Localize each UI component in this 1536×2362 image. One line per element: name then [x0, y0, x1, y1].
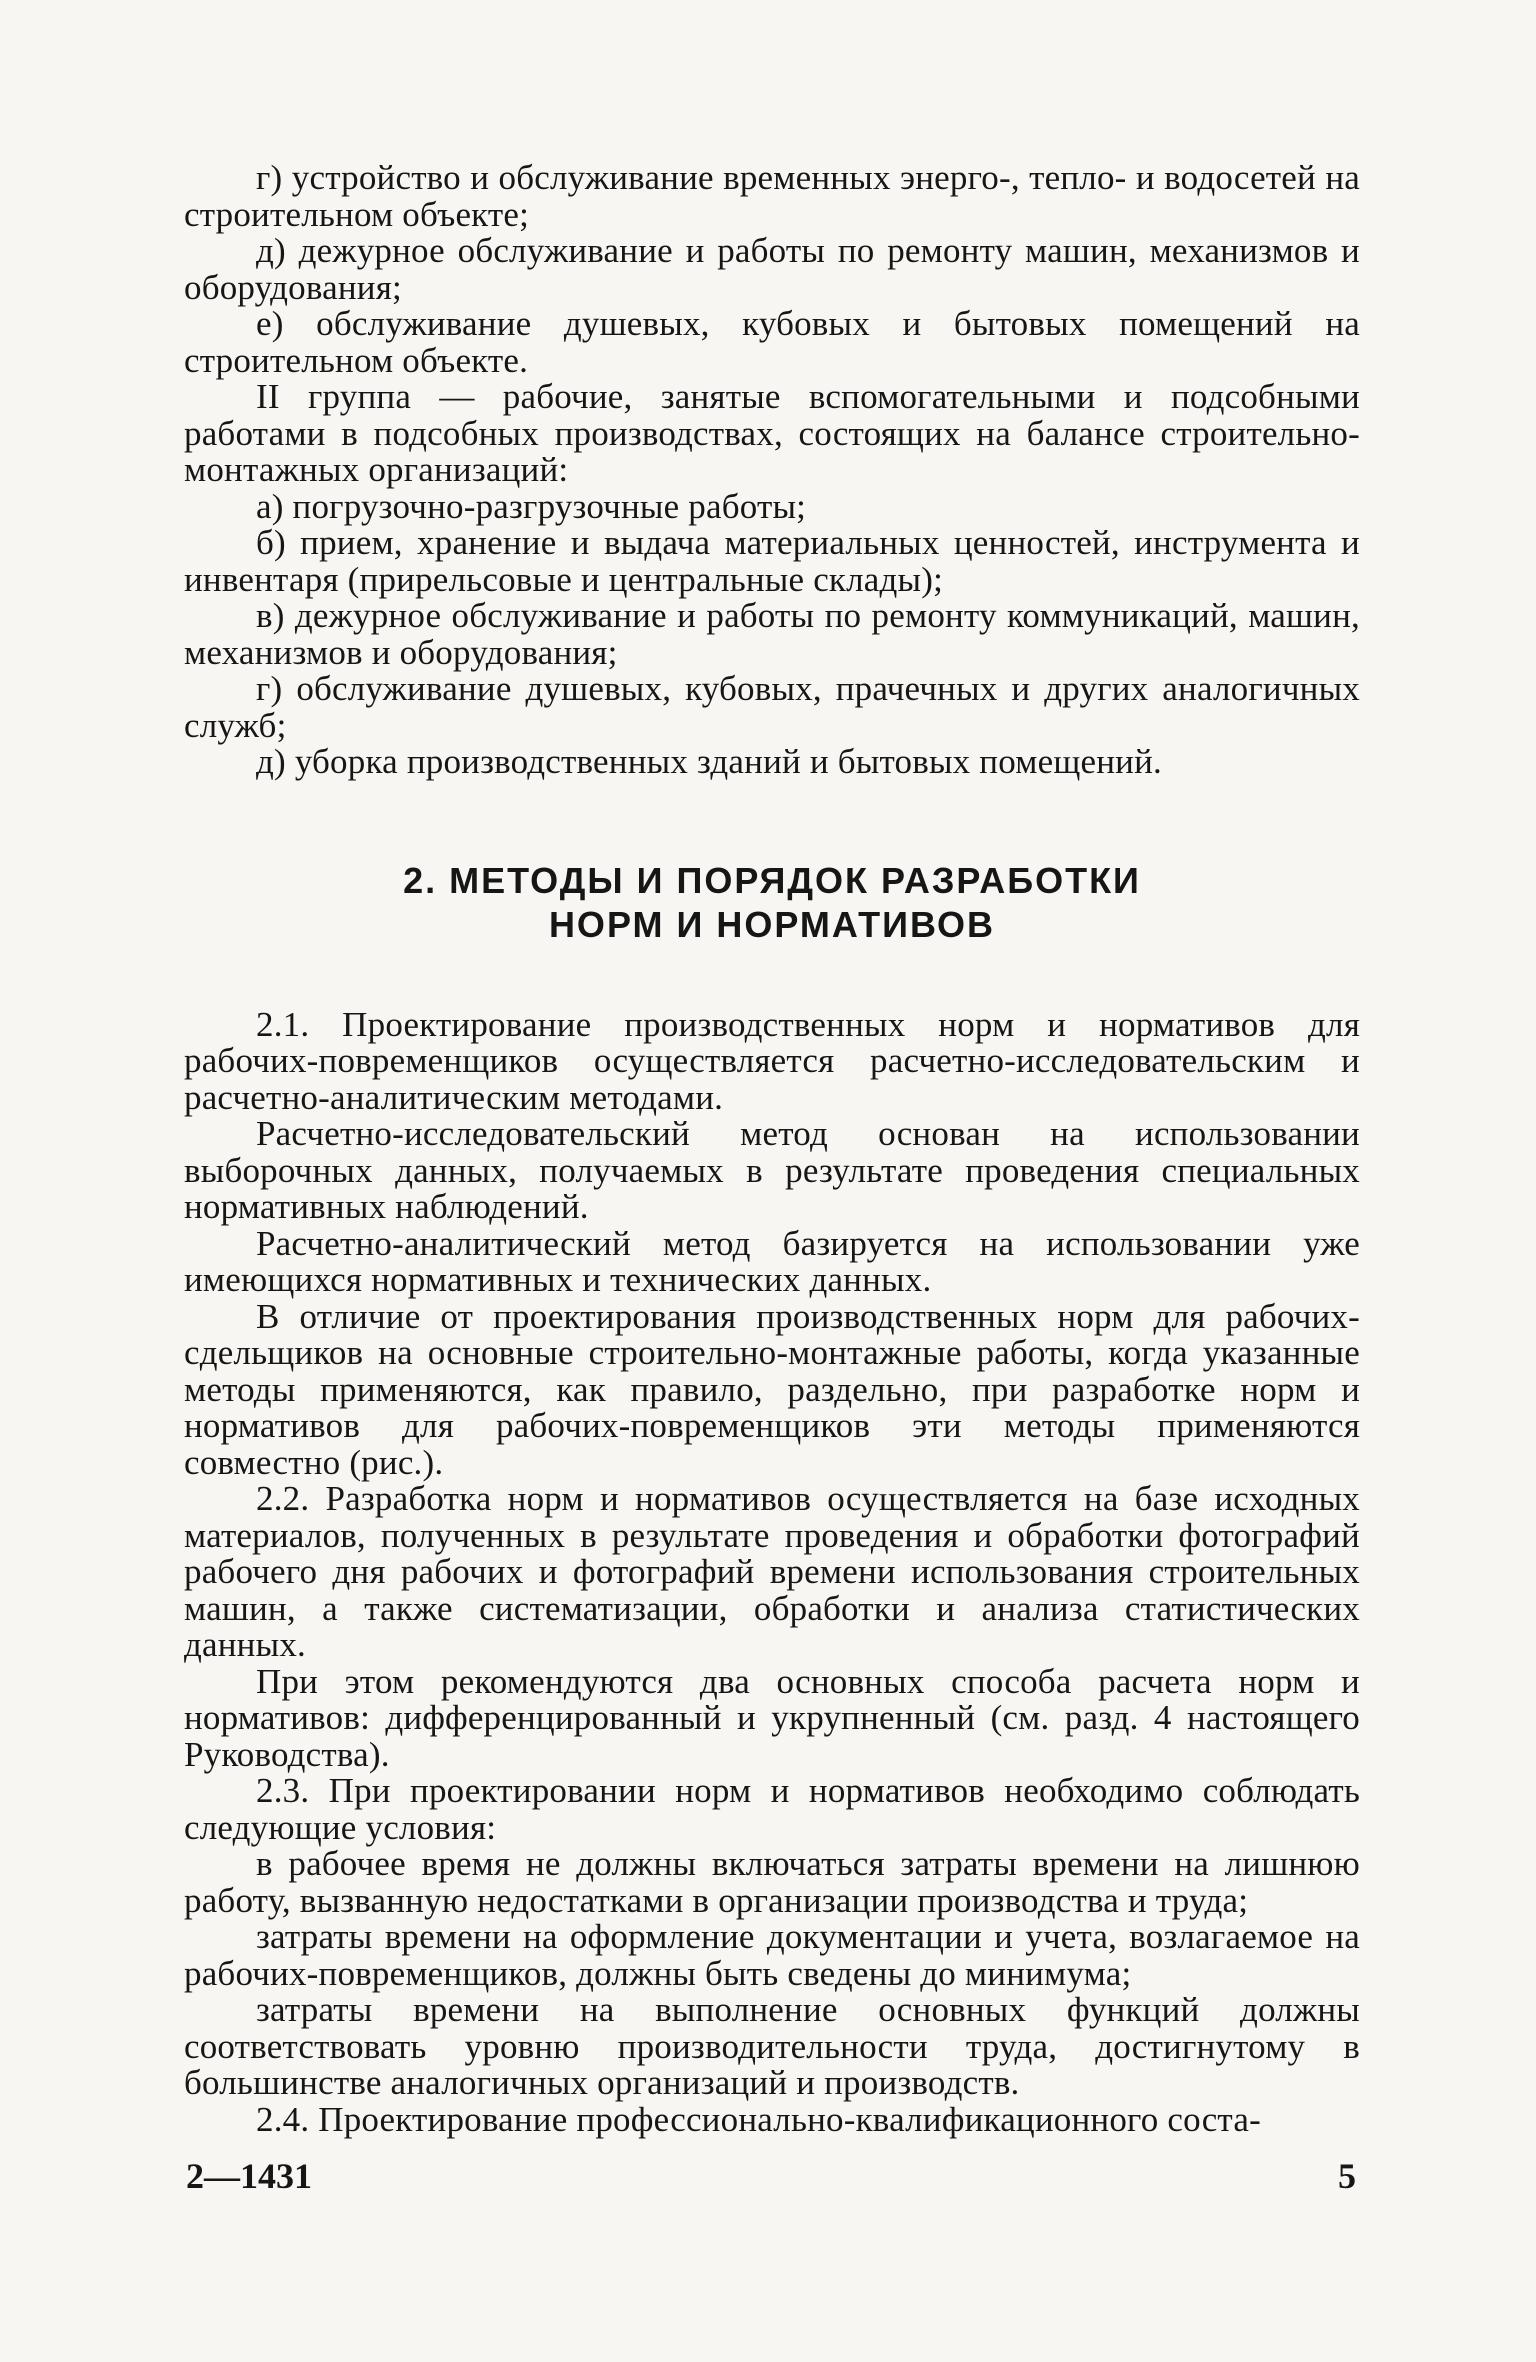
- paragraph: Расчетно-аналитический метод базируется на использовании уже имеющихся нормативных и технических данных.: [184, 1223, 1360, 1299]
- paragraph: д) уборка производственных зданий и бытовых помещений.: [256, 742, 1162, 781]
- paragraph: г) устройство и обслуживание временных энерго-, тепло- и водосетей на строительном объекте;: [184, 158, 1360, 234]
- printing-signature: 2—1431: [186, 2156, 312, 2196]
- paragraph: г) обслуживание душевых, кубовых, прачечных и других аналогичных служб;: [184, 669, 1360, 745]
- page-number: 5: [1338, 2156, 1356, 2196]
- paragraph: е) обслуживание душевых, кубовых и бытовых помещений на строительном объекте.: [184, 304, 1360, 380]
- paragraph: 2.4. Проектирование профессионально-квалификационного соста-: [256, 2099, 1261, 2139]
- paragraph: затраты времени на оформление документации и учета, возлагаемое на рабочих-повременщиков, должны быть сведены до минимума;: [184, 1917, 1360, 1993]
- paragraph: При этом рекомендуются два основных способа расчета норм и нормативов: дифференцированный и укрупненный (см. разд. 4 настоящего Руководства).: [184, 1661, 1360, 1774]
- paragraph: II группа — рабочие, занятые вспомогательными и подсобными работами в подсобных производствах, состоящих на балансе строительно-монтажных организаций:: [184, 377, 1360, 489]
- section-heading: [184, 859, 1360, 947]
- paragraph: в рабочее время не должны включаться затраты времени на лишнюю работу, вызванную недостатками в организации производства и труда;: [184, 1844, 1360, 1920]
- work-types-list: [184, 160, 1360, 781]
- section-heading-line: 2. МЕТОДЫ И ПОРЯДОК РАЗРАБОТКИ: [403, 859, 1141, 901]
- paragraph: Расчетно-исследовательский метод основан на использовании выборочных данных, получаемых в результате проведения специальных нормативных наблюдений.: [184, 1114, 1360, 1226]
- paragraph: д) дежурное обслуживание и работы по ремонту машин, механизмов и оборудования;: [184, 231, 1360, 307]
- paragraph: 2.1. Проектирование производственных норм и нормативов для рабочих-повременщиков осуществляется расчетно-исследовательским и расчетно-аналитическим методами.: [184, 1004, 1360, 1117]
- paragraph: затраты времени на выполнение основных функций должны соответствовать уровню производительности труда, достигнутому в большинстве аналогичных организаций и производств.: [184, 1990, 1360, 2102]
- paragraph: В отличие от проектирования производственных норм для рабочих-сдельщиков на основные строительно-монтажные работы, когда указанные методы применяются, как правило, раздельно, при разработке норм и нормативов для рабочих-повременщиков эти методы применяются совместно (рис.).: [184, 1296, 1360, 1482]
- section-heading-line: НОРМ И НОРМАТИВОВ: [548, 903, 996, 945]
- paragraph: 2.2. Разработка норм и нормативов осуществляется на базе исходных материалов, полученных в результате проведения и обработки фотографий рабочего дня рабочих и фотографий времени использования строительных машин, а также систематизации, обработки и анализа статистических данных.: [184, 1479, 1360, 1664]
- page-footer: [186, 2155, 1362, 2199]
- section-body: [184, 1004, 1360, 2139]
- paragraph: а) погрузочно-разгрузочные работы;: [256, 486, 807, 526]
- paragraph: б) прием, хранение и выдача материальных ценностей, инструмента и инвентаря (прирельсовые и центральные склады);: [184, 523, 1360, 599]
- document-page: [184, 160, 1360, 2138]
- paragraph: 2.3. При проектировании норм и нормативов необходимо соблюдать следующие условия:: [184, 1771, 1360, 1847]
- paragraph: в) дежурное обслуживание и работы по ремонту коммуникаций, машин, механизмов и оборудования;: [184, 596, 1360, 672]
